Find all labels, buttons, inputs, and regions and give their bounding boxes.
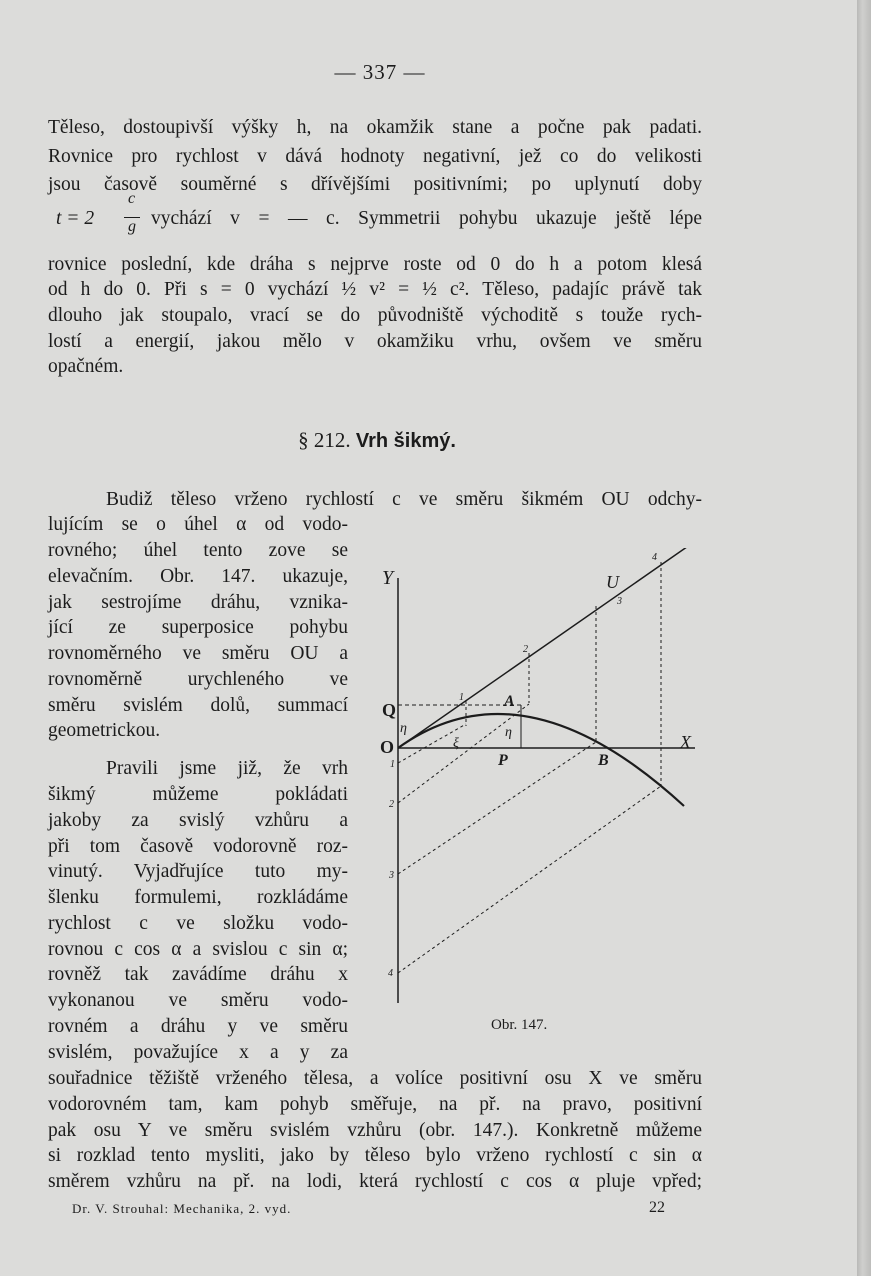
text-line: vinutý. Vyjadřujíce tuto my- bbox=[48, 861, 348, 882]
section-heading bbox=[0, 428, 754, 453]
text-line: geometrickou. bbox=[48, 720, 161, 741]
text-line: šikmý můžeme pokládati bbox=[48, 784, 348, 805]
label-u: U bbox=[606, 572, 619, 592]
text-line: při tom časově vodorovně roz- bbox=[48, 836, 348, 857]
text-line: Budiž těleso vrženo rychlostí c ve směru šikmém OU odchy- bbox=[106, 489, 702, 510]
parallel-line-3 bbox=[398, 742, 596, 874]
text-line: jakoby za svislý vzhůru a bbox=[48, 810, 348, 831]
text-line: jící ze superposice pohybu bbox=[48, 617, 348, 638]
tick-label-line-4: 4 bbox=[652, 552, 657, 563]
tick-label-line-1: 1 bbox=[459, 692, 464, 703]
text-line: souřadnice těžiště vrženého tělesa, a volíce positivní osu X ve směru bbox=[48, 1068, 702, 1089]
text-line: rovném a dráhu y ve směru bbox=[48, 1016, 348, 1037]
footer-signature-number: 22 bbox=[649, 1199, 665, 1216]
page-edge bbox=[857, 0, 871, 1276]
text-line: směrem vzhůru na př. na lodi, která rychlostí c cos α pluje vpřed; bbox=[48, 1171, 702, 1192]
formula-line bbox=[48, 190, 702, 242]
text-line: rovnou c cos α a svislou c sin α; bbox=[48, 939, 348, 960]
text-line: Těleso, dostoupivší výšky h, na okamžik stane a počne pak padati. bbox=[48, 117, 702, 138]
text-line: směru svislém dolů, summací bbox=[48, 695, 348, 716]
text-line: jsou časově souměrné s dřívějšími positivními; po uplynutí doby bbox=[48, 174, 702, 195]
label-x: X bbox=[680, 732, 691, 752]
text-line: vykonanou ve směru vodo- bbox=[48, 990, 348, 1011]
label-a: A bbox=[504, 693, 515, 710]
parallel-line-4 bbox=[398, 786, 661, 973]
tick-label-line-3: 3 bbox=[617, 596, 622, 607]
text-line: rovného; úhel tento zove se bbox=[48, 540, 348, 561]
launch-line-ou bbox=[398, 548, 694, 748]
text-line: pak osu Y ve směru svislém vzhůru (obr. 147.). Konkretně můžeme bbox=[48, 1120, 702, 1141]
formula-denominator: g bbox=[128, 218, 136, 235]
page-number-header: — 337 — bbox=[334, 60, 426, 84]
label-eta-apex: η bbox=[505, 725, 512, 740]
text-line: svislém, považujíce x a y za bbox=[48, 1042, 348, 1063]
text-line: lostí a energií, jakou mělo v okamžiku vrhu, ovšem ve směru bbox=[48, 331, 702, 352]
label-q: Q bbox=[382, 700, 397, 720]
text-line: od h do 0. Při s = 0 vychází ½ v² = ½ c². Těleso, padajíc právě tak bbox=[48, 279, 702, 300]
tick-label-axis-1: 1 bbox=[390, 759, 395, 770]
label-xi: ξ bbox=[453, 736, 459, 751]
text-line: si rozklad tento mysliti, jako by těleso bylo vrženo rychlostí c sin α bbox=[48, 1145, 702, 1166]
text-line: elevačním. Obr. 147. ukazuje, bbox=[48, 566, 348, 587]
formula-t-eq: t = 2 bbox=[56, 208, 95, 229]
figure-caption: Obr. 147. bbox=[491, 1017, 548, 1033]
text-line: rovnoměrného ve směru OU a bbox=[48, 643, 348, 664]
figure-147 bbox=[358, 548, 703, 1013]
tick-label-axis-4: 4 bbox=[388, 968, 393, 979]
formula-numerator: c bbox=[128, 190, 136, 207]
tick-label-axis-2: 2 bbox=[389, 799, 394, 810]
label-y: Y bbox=[382, 567, 394, 589]
label-eta-left: η bbox=[400, 721, 407, 736]
label-b: B bbox=[598, 752, 609, 769]
trajectory-curve bbox=[398, 714, 684, 806]
label-o: O bbox=[380, 737, 395, 757]
formula-rest: vychází v = — c. Symmetrii pohybu ukazuje ještě lépe bbox=[151, 208, 702, 229]
text-line: rovněž tak zavádíme dráhu x bbox=[48, 964, 348, 985]
text-line: dlouho jak stoupalo, vrací se do původniště východitě s touže rych- bbox=[48, 305, 702, 326]
section-symbol: § 212. bbox=[298, 428, 351, 452]
text-line: rovnice poslední, kde dráha s nejprve roste od 0 do h a potom klesá bbox=[48, 254, 702, 275]
text-line: jak sestrojíme dráhu, vznika- bbox=[48, 592, 348, 613]
tick-label-line-2: 2 bbox=[523, 644, 528, 655]
tick-label-axis-3: 3 bbox=[389, 870, 394, 881]
footer-book-title: Dr. V. Strouhal: Mechanika, 2. vyd. bbox=[72, 1201, 292, 1216]
text-line: rovnoměrně urychleného ve bbox=[48, 669, 348, 690]
text-line: Rovnice pro rychlost v dává hodnoty negativní, jež co do velikosti bbox=[48, 146, 702, 167]
text-line: vodorovném tam, kam pohyb směřuje, na př. na pravo, positivní bbox=[48, 1094, 702, 1115]
text-line: rychlost c ve složku vodo- bbox=[48, 913, 348, 934]
text-line: Pravili jsme již, že vrh bbox=[106, 758, 348, 779]
text-line: šlenku formulemi, rozkládáme bbox=[48, 887, 348, 908]
text-line: opačném. bbox=[48, 356, 124, 377]
text-line: lujícím se o úhel α od vodo- bbox=[48, 514, 348, 535]
label-p: P bbox=[498, 752, 508, 769]
section-title: Vrh šikmý. bbox=[355, 430, 456, 452]
